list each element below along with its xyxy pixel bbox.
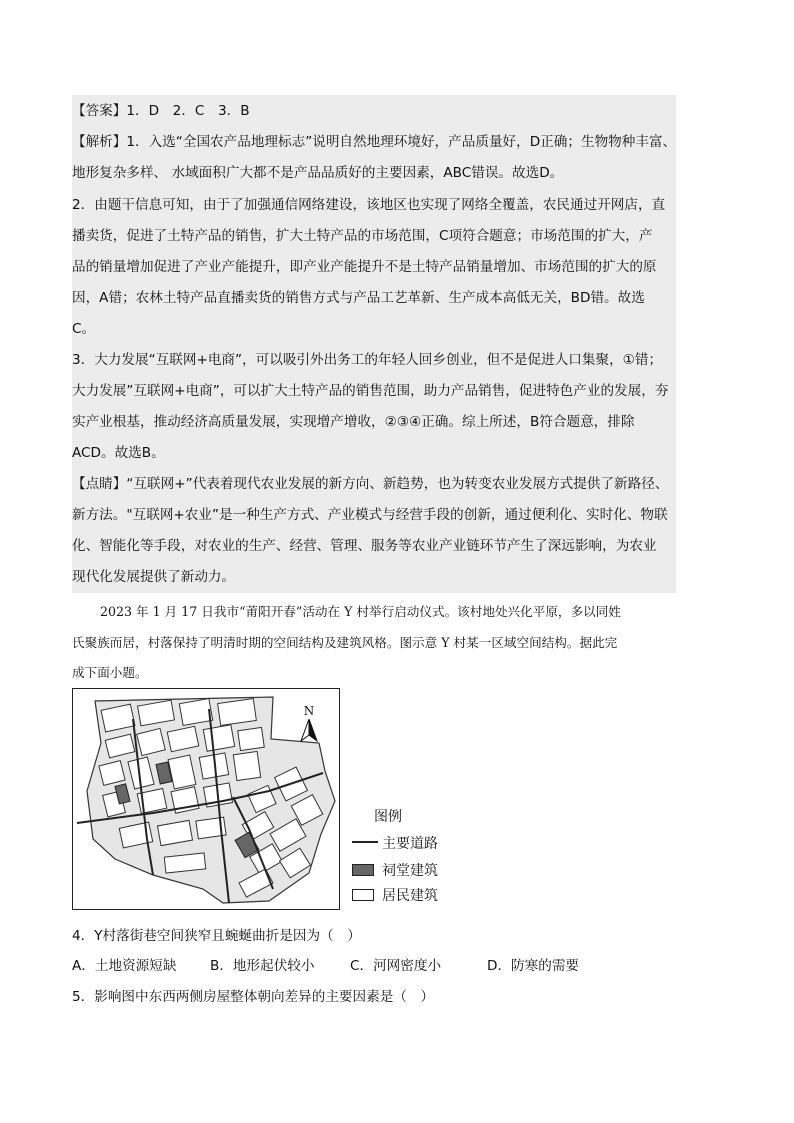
analysis-line: C。 — [72, 321, 96, 337]
q4-option-a: A．土地资源短缺 — [72, 958, 177, 974]
north-arrow-right — [309, 719, 317, 741]
legend-shrine-label: 祠堂建筑 — [382, 863, 438, 879]
legend-road-label: 主要道路 — [382, 836, 438, 852]
village-map-drawing — [73, 689, 338, 908]
analysis-line: 【解析】1．入选“全国农产品地理标志”说明自然地理环境好，产品质量好，D正确；生物物种丰富、 — [72, 134, 677, 150]
q4-option-b: B．地形起伏较小 — [210, 958, 315, 974]
q4-option-c: C．河网密度小 — [350, 958, 442, 974]
intro-line: 成下面小题。 — [72, 665, 148, 680]
question-5: 5．影响图中东西两侧房屋整体朝向差异的主要因素是（ ） — [72, 989, 435, 1005]
analysis-line: 播卖货，促进了土特产品的销售，扩大土特产品的市场范围，C项符合题意；市场范围的扩大，产 — [72, 228, 653, 244]
answer-line: 【答案】1．D 2．C 3．B — [72, 103, 250, 119]
analysis-line: 2．由题干信息可知，由于了加强通信网络建设，该地区也实现了网络全覆盖，农民通过开网店，直 — [72, 197, 666, 213]
legend-shrine-swatch — [352, 864, 374, 876]
analysis-line: 3．大力发展“互联网+电商”，可以吸引外出务工的年轻人回乡创业，但不是促进人口集聚，①错； — [72, 352, 663, 368]
tip-line: 化、智能化等手段，对农业的生产、经营、管理、服务等农业产业链环节产生了深远影响，为农业 — [72, 538, 657, 554]
tip-line: 新方法。"互联网+农业”是一种生产方式、产业模式与经营手段的创新，通过便利化、实时化、物联 — [72, 507, 668, 523]
legend-title: 图例 — [374, 809, 402, 825]
analysis-line: 实产业根基，推动经济高质量发展，实现增产增收，②③④正确。综上所述，B符合题意，排除 — [72, 414, 635, 430]
legend-residence-label: 居民建筑 — [382, 888, 438, 904]
tip-line: 现代化发展提供了新动力。 — [72, 569, 236, 585]
tip-line: 【点睛】“互联网+”代表着现代农业发展的新方向、新趋势，也为转变农业发展方式提供了新路径、 — [72, 476, 669, 492]
legend-road-line — [352, 841, 378, 843]
intro-line: 2023 年 1 月 17 日我市“莆阳开春”活动在 Y 村举行启动仪式。该村地处兴化平原，多以同姓 — [100, 604, 621, 619]
analysis-line: 大力发展”互联网+电商”，可以扩大土特产品的销售范围，助力产品销售，促进特色产业的发展，夯 — [72, 383, 669, 399]
question-4: 4．Y村落街巷空间狭窄且蜿蜒曲折是因为（ ） — [72, 928, 361, 944]
north-arrow-left — [301, 719, 309, 741]
analysis-line: 因，A错；农林土特产品直播卖货的销售方式与产品工艺革新、生产成本高低无关，BD错。故选 — [72, 290, 645, 306]
q4-option-d: D．防寒的需要 — [487, 958, 580, 974]
village-map — [72, 688, 340, 910]
intro-line: 氏聚族而居，村落保持了明清时期的空间结构及建筑风格。图示意 Y 村某一区域空间结构。据此完 — [72, 635, 618, 650]
analysis-line: 品的销量增加促进了产业产能提升，即产业产能提升不是土特产品销量增加、市场范围的扩大的原 — [72, 259, 657, 275]
north-label: N — [303, 704, 315, 718]
legend-residence-swatch — [352, 889, 374, 901]
north-arrow — [301, 704, 317, 741]
analysis-line: 地形复杂多样、 水域面积广大都不是产品品质好的主要因素，ABC错误。故选D。 — [72, 165, 564, 181]
analysis-line: ACD。故选B。 — [72, 445, 165, 461]
